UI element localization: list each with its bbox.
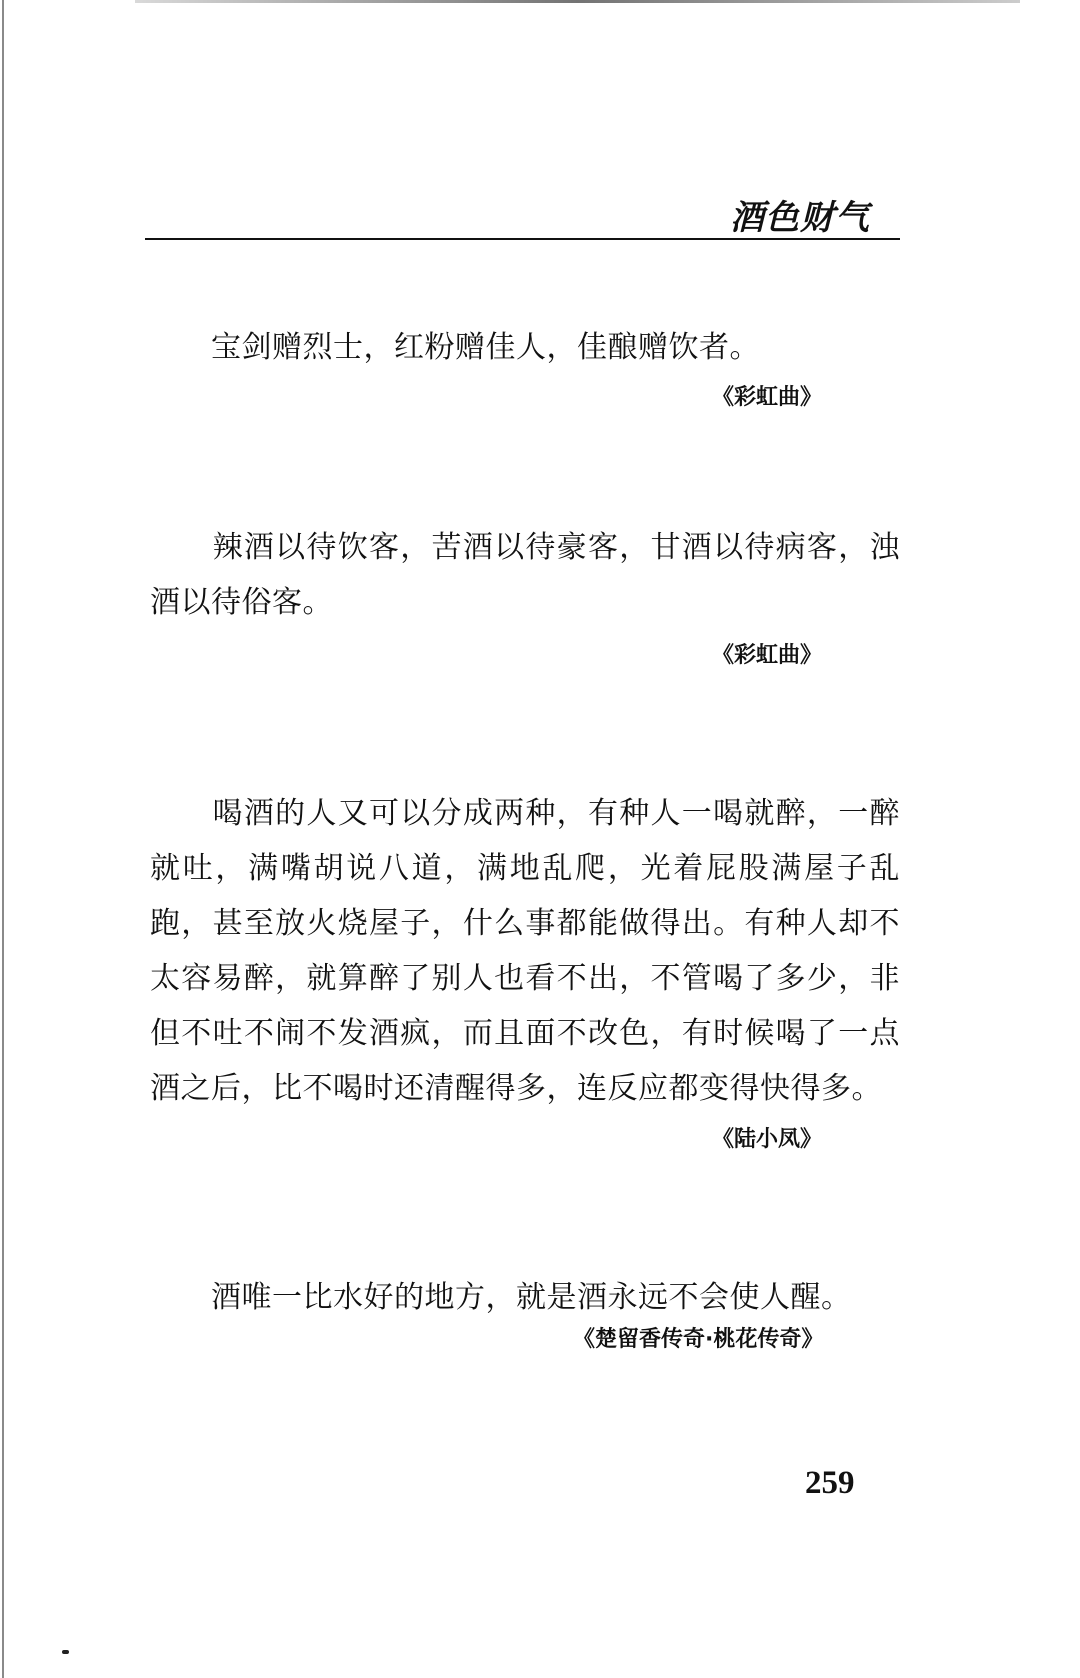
quote-source: 《陆小凤》	[712, 1127, 823, 1152]
scan-top-edge	[135, 0, 1020, 3]
quote-paragraph: 辣酒以待饮客，苦酒以待豪客，甘酒以待病客，浊酒以待俗客。	[150, 530, 900, 620]
section-title: 酒色财气	[730, 198, 870, 238]
quote-paragraph: 酒唯一比水好的地方，就是酒永远不会使人醒。	[150, 1280, 852, 1315]
quote-paragraph: 宝剑赠烈士，红粉赠佳人，佳酿赠饮者。	[150, 330, 760, 365]
quote-paragraph: 喝酒的人又可以分成两种，有种人一喝就醉，一醉就吐，满嘴胡说八道，满地乱爬，光着屁股满屋子乱跑，甚至放火烧屋子，什么事都能做得出。有种人却不太容易醉，就算醉了别人也看不出，不管喝了多少，非但不吐不闹不发酒疯，而且面不改色，有时候喝了一点酒之后，比不喝时还清醒得多，连反应都变得快得多。	[150, 796, 900, 1106]
page-number: 259	[805, 1465, 855, 1501]
scan-speck	[62, 1650, 69, 1654]
header-divider	[145, 238, 900, 240]
quote-source: 《彩虹曲》	[712, 643, 823, 668]
quote-source: 《楚留香传奇·桃花传奇》	[573, 1327, 824, 1352]
quote-source: 《彩虹曲》	[712, 385, 823, 410]
scan-left-edge	[2, 0, 4, 1678]
